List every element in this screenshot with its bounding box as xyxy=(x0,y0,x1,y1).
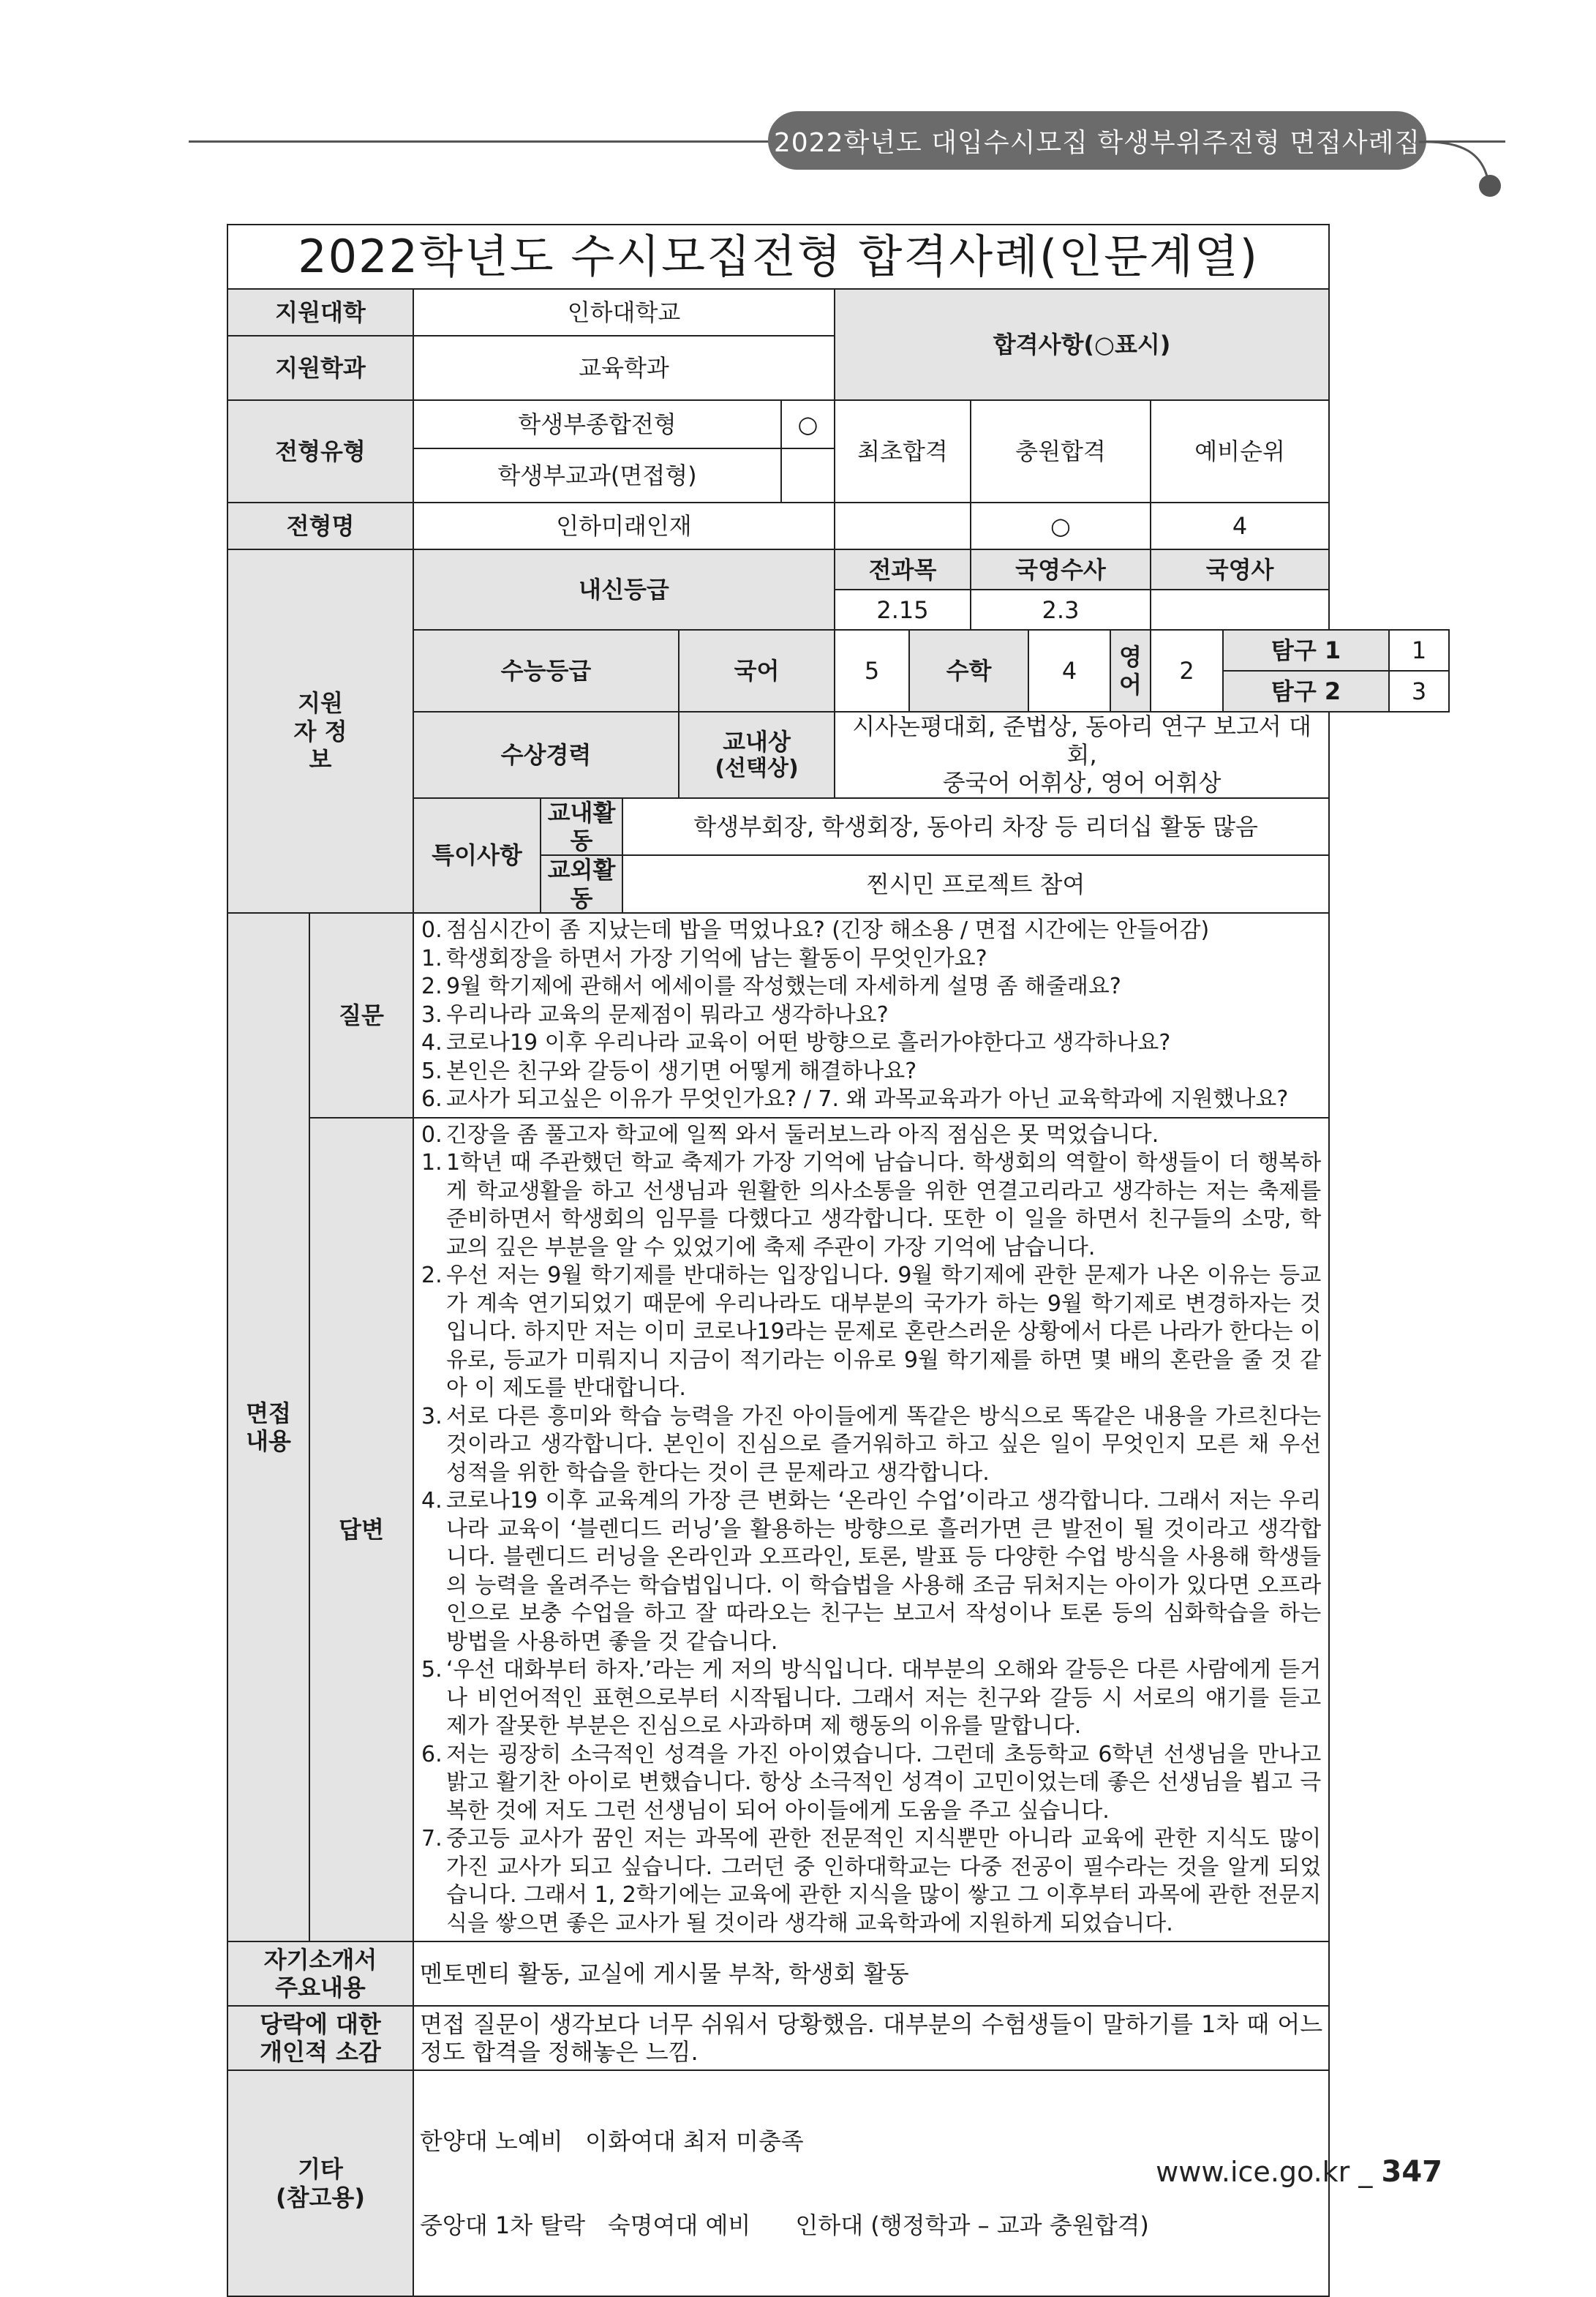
outside-activity-text: 찐시민 프로젝트 참여 xyxy=(622,855,1329,913)
answer-text: 1학년 때 주관했던 학교 축제가 가장 기억에 남습니다. 학생회의 역할이 학생들이 더 행복하게 학교생활을 하고 선생님과 원활한 의사소통을 위한 연결고리라고 생각하는 저는 축제를 준비하면서 학생회의 임무를 다했다고 생각합니다. 또한 이 일을 하면서 친구들의 소망, 학교의 깊은 부분을 알 수 있었기에 축제 주관이 가장 기억에 남습니다. xyxy=(446,1150,1322,1260)
answer-item xyxy=(421,1403,1321,1488)
csat-math-label: 수학 xyxy=(909,630,1028,712)
question-item xyxy=(421,973,1321,1001)
question-item xyxy=(421,945,1321,974)
opinion-text: 면접 질문이 생각보다 너무 쉬워서 당황했음. 대부분의 수험생들이 말하기를 1차 때 어느 정도 합격을 정해놓은 느낌. xyxy=(413,2006,1329,2070)
answer-item xyxy=(421,1487,1321,1656)
answer-text: 서로 다른 흥미와 학습 능력을 가진 아이들에게 똑같은 방식으로 똑같은 내용을 가르친다는 것이라고 생각합니다. 본인이 진심으로 즐거워하고 하고 싶은 일이 무엇인지 모른 채 우선 성적을 위한 학습을 한다는 것이 큰 문제라고 생각합니다. xyxy=(446,1403,1322,1486)
csat-label: 수능등급 xyxy=(413,630,679,712)
gpa-col-kems: 국영수사 xyxy=(971,549,1151,590)
question-list-cell xyxy=(413,913,1329,1118)
etc-label xyxy=(227,2070,413,2296)
question-number: 3. xyxy=(421,1001,443,1028)
question-text: 우리나라 교육의 문제점이 뭐라고 생각하나요? xyxy=(446,1001,889,1028)
question-number: 5. xyxy=(421,1058,443,1084)
result-header: 합격사항(○표시) xyxy=(835,289,1329,400)
question-text: 본인은 친구와 갈등이 생기면 어떻게 해결하나요? xyxy=(446,1058,917,1084)
admission-type-1-mark: ○ xyxy=(781,400,835,448)
answer-number: 2. xyxy=(421,1263,443,1289)
question-number: 2. xyxy=(421,974,443,1000)
question-label: 질문 xyxy=(309,913,413,1118)
essay-label-1: 자기소개서 xyxy=(263,1945,377,1974)
answer-number: 5. xyxy=(421,1657,443,1683)
school-activity-label: 교내활동 xyxy=(541,798,622,856)
gpa-col-kes: 국영사 xyxy=(1151,549,1329,590)
result-add-value: ○ xyxy=(971,503,1151,549)
admission-type-1: 학생부종합전형 xyxy=(413,400,781,448)
question-text: 코로나19 이후 우리나라 교육이 어떤 방향으로 흘러가야한다고 생각하나요? xyxy=(446,1030,1171,1056)
question-text: 학생회장을 하면서 가장 기억에 남는 활동이 무엇인가요? xyxy=(446,945,987,971)
outside-activity-label: 교외활동 xyxy=(541,855,622,913)
gpa-val-kems: 2.3 xyxy=(971,590,1151,630)
page-title: 2022학년도 수시모집전형 합격사례(인문계열) xyxy=(227,225,1329,289)
csat-english-value: 2 xyxy=(1151,630,1223,712)
answer-text: 긴장을 좀 풀고자 학교에 일찍 와서 둘러보느라 아직 점심은 못 먹었습니다. xyxy=(446,1121,1159,1148)
award-category-sub: (선택상) xyxy=(715,756,799,782)
answer-item xyxy=(421,1121,1321,1150)
page-number: 347 xyxy=(1381,2155,1442,2189)
question-number: 6. xyxy=(421,1086,443,1113)
header-banner xyxy=(768,111,1426,170)
etc-line-2: 중앙대 1차 탈락 숙명여대 예비 인하대 (행정학과 – 교과 충원합격) xyxy=(420,2211,1149,2240)
question-number: 4. xyxy=(421,1030,443,1056)
answer-number: 1. xyxy=(421,1150,443,1176)
csat-inquiry1-label: 탐구 1 xyxy=(1223,630,1389,671)
question-item xyxy=(421,1001,1321,1030)
award-line-1: 시사논평대회, 준법상, 동아리 연구 보고서 대회, xyxy=(852,713,1311,769)
essay-label-2: 주요내용 xyxy=(275,1974,366,2002)
result-wait-label: 예비순위 xyxy=(1151,400,1329,503)
opinion-label xyxy=(227,2006,413,2070)
answer-item xyxy=(421,1741,1321,1826)
opinion-label-2: 개인적 소감 xyxy=(260,2038,381,2067)
csat-korean-value: 5 xyxy=(835,630,909,712)
answer-text: ‘우선 대화부터 하자.’라는 게 저의 방식입니다. 대부분의 오해와 갈등은 다른 사람에게 듣거나 비언어적인 표현으로부터 시작됩니다. 그래서 저는 친구와 갈등 시 서로의 얘기를 듣고 제가 잘못한 부분은 진심으로 사과하며 제 행동의 이유를 말합니다. xyxy=(446,1657,1322,1740)
school-activity-text: 학생부회장, 학생회장, 동아리 차장 등 리더십 활동 많음 xyxy=(622,798,1329,856)
answer-number: 0. xyxy=(421,1121,443,1148)
answer-text: 우선 저는 9월 학기제를 반대하는 입장입니다. 9월 학기제에 관한 문제가 나온 이유는 등교가 계속 연기되었기 때문에 우리나라도 대부분의 국가가 하는 9월 학기제로 변경하자는 것입니다. 하지만 저는 이미 코로나19라는 문제로 혼란스러운 상황에서 다른 나라가 한다는 이유로, 등교가 미뤄지니 지금이 적기라는 이유로 9월 학기제를 하면 몇 배의 혼란을 줄 것 같아 이 제도를 반대합니다. xyxy=(446,1263,1322,1402)
answer-number: 4. xyxy=(421,1488,443,1514)
answer-number: 6. xyxy=(421,1741,443,1767)
footer-separator: _ xyxy=(1358,2156,1373,2188)
answer-item xyxy=(421,1656,1321,1741)
answer-text: 중고등 교사가 꿈인 저는 과목에 관한 전문적인 지식뿐만 아니라 교육에 관한 지식도 많이 가진 교사가 되고 싶습니다. 그러던 중 인하대학교는 다중 전공이 필수라는 것을 알게 되었습니다. 그래서 1, 2학기에는 교육에 관한 지식을 많이 쌓고 그 이후부터 과목에 관한 전문지식을 쌓으면 좋은 교사가 될 것이라 생각해 교육학과에 지원하게 되었습니다. xyxy=(446,1826,1322,1936)
csat-english-label: 영어 xyxy=(1110,630,1151,712)
admission-case-table xyxy=(227,224,1450,2297)
etc-label-2: (참고용) xyxy=(276,2183,365,2211)
gpa-col-all: 전과목 xyxy=(835,549,971,590)
question-item xyxy=(421,917,1321,945)
opinion-label-1: 당락에 대한 xyxy=(260,2010,381,2038)
question-item xyxy=(421,1058,1321,1086)
award-list xyxy=(835,712,1329,797)
gpa-label: 내신등급 xyxy=(413,549,835,630)
question-item xyxy=(421,1029,1321,1058)
univ-value: 인하대학교 xyxy=(413,289,835,336)
applicant-info-label: 지원자 정보 xyxy=(227,549,413,913)
csat-math-value: 4 xyxy=(1028,630,1110,712)
award-category-main: 교내상 xyxy=(723,727,791,756)
gpa-val-kes xyxy=(1151,590,1329,630)
question-item xyxy=(421,1086,1321,1114)
csat-korean-label: 국어 xyxy=(679,630,835,712)
answer-list-cell xyxy=(413,1118,1329,1942)
page-footer xyxy=(1156,2155,1442,2189)
answer-text: 코로나19 이후 교육계의 가장 큰 변화는 ‘온라인 수업’이라고 생각합니다. 그래서 저는 우리나라 교육이 ‘블렌디드 러닝’을 활용하는 방향으로 흘러가면 큰 발전이 될 것이라고 생각합니다. 블렌디드 러닝을 온라인과 오프라인, 토론, 발표 등 다양한 수업 방식을 사용해 학생들의 능력을 올려주는 학습법입니다. 이 학습법을 사용해 조금 뒤처지는 아이가 있다면 오프라인으로 보충 수업을 하고 잘 따라오는 친구는 보고서 작성이나 토론 등의 심화학습을 하는 방법을 사용하면 좋을 것 같습니다. xyxy=(446,1488,1322,1655)
answer-number: 3. xyxy=(421,1403,443,1429)
question-text: 9월 학기제에 관해서 에세이를 작성했는데 자세하게 설명 좀 해줄래요? xyxy=(446,974,1121,1000)
gpa-val-all: 2.15 xyxy=(835,590,971,630)
essay-text: 멘토멘티 활동, 교실에 게시물 부착, 학생회 활동 xyxy=(413,1941,1329,2006)
admission-name-value: 인하미래인재 xyxy=(413,503,835,549)
question-text: 점심시간이 좀 지났는데 밥을 먹었나요? (긴장 해소용 / 면접 시간에는 안들어감) xyxy=(446,917,1210,944)
answer-text: 저는 굉장히 소극적인 성격을 가진 아이였습니다. 그런데 초등학교 6학년 선생님을 만나고 밝고 활기찬 아이로 변했습니다. 항상 소극적인 성격이 고민이었는데 좋은 선생님을 뵙고 극복한 것에 저도 그런 선생님이 되어 아이들에게 도움을 주고 싶습니다. xyxy=(446,1741,1322,1824)
admission-name-label: 전형명 xyxy=(227,503,413,549)
award-line-2: 중국어 어휘상, 영어 어휘상 xyxy=(942,769,1222,797)
etc-label-1: 기타 xyxy=(298,2155,343,2184)
essay-label xyxy=(227,1941,413,2006)
univ-label: 지원대학 xyxy=(227,289,413,336)
header-banner-text: 2022학년도 대입수시모집 학생부위주전형 면접사례집 xyxy=(773,127,1421,158)
result-first-label: 최초합격 xyxy=(835,400,971,503)
answer-item xyxy=(421,1149,1321,1262)
admission-type-label: 전형유형 xyxy=(227,400,413,503)
question-list xyxy=(421,917,1321,1114)
special-notes-label: 특이사항 xyxy=(413,798,541,914)
dept-label: 지원학과 xyxy=(227,336,413,400)
admission-type-2-mark xyxy=(781,448,835,503)
admission-type-2: 학생부교과(면접형) xyxy=(413,448,781,503)
footer-site-link[interactable]: www.ice.go.kr xyxy=(1156,2156,1350,2188)
answer-number: 7. xyxy=(421,1826,443,1852)
etc-line-1: 한양대 노예비 이화여대 최저 미충족 xyxy=(420,2127,804,2155)
dept-value: 교육학과 xyxy=(413,336,835,400)
answer-list xyxy=(421,1121,1321,1939)
answer-item xyxy=(421,1825,1321,1938)
answer-item xyxy=(421,1262,1321,1403)
result-add-label: 충원합격 xyxy=(971,400,1151,503)
award-label: 수상경력 xyxy=(413,712,679,797)
question-number: 0. xyxy=(421,917,443,944)
csat-inquiry1-value: 1 xyxy=(1389,630,1449,671)
header-curve-ornament xyxy=(1419,124,1529,205)
csat-inquiry2-value: 3 xyxy=(1389,671,1449,712)
result-first-value xyxy=(835,503,971,549)
award-category xyxy=(679,712,835,797)
csat-inquiry2-label: 탐구 2 xyxy=(1223,671,1389,712)
result-wait-value: 4 xyxy=(1151,503,1329,549)
question-number: 1. xyxy=(421,945,443,971)
question-text: 교사가 되고싶은 이유가 무엇인가요? / 7. 왜 과목교육과가 아닌 교육학과에 지원했나요? xyxy=(446,1086,1289,1113)
interview-label: 면접 내용 xyxy=(227,913,309,1941)
answer-label: 답변 xyxy=(309,1118,413,1942)
